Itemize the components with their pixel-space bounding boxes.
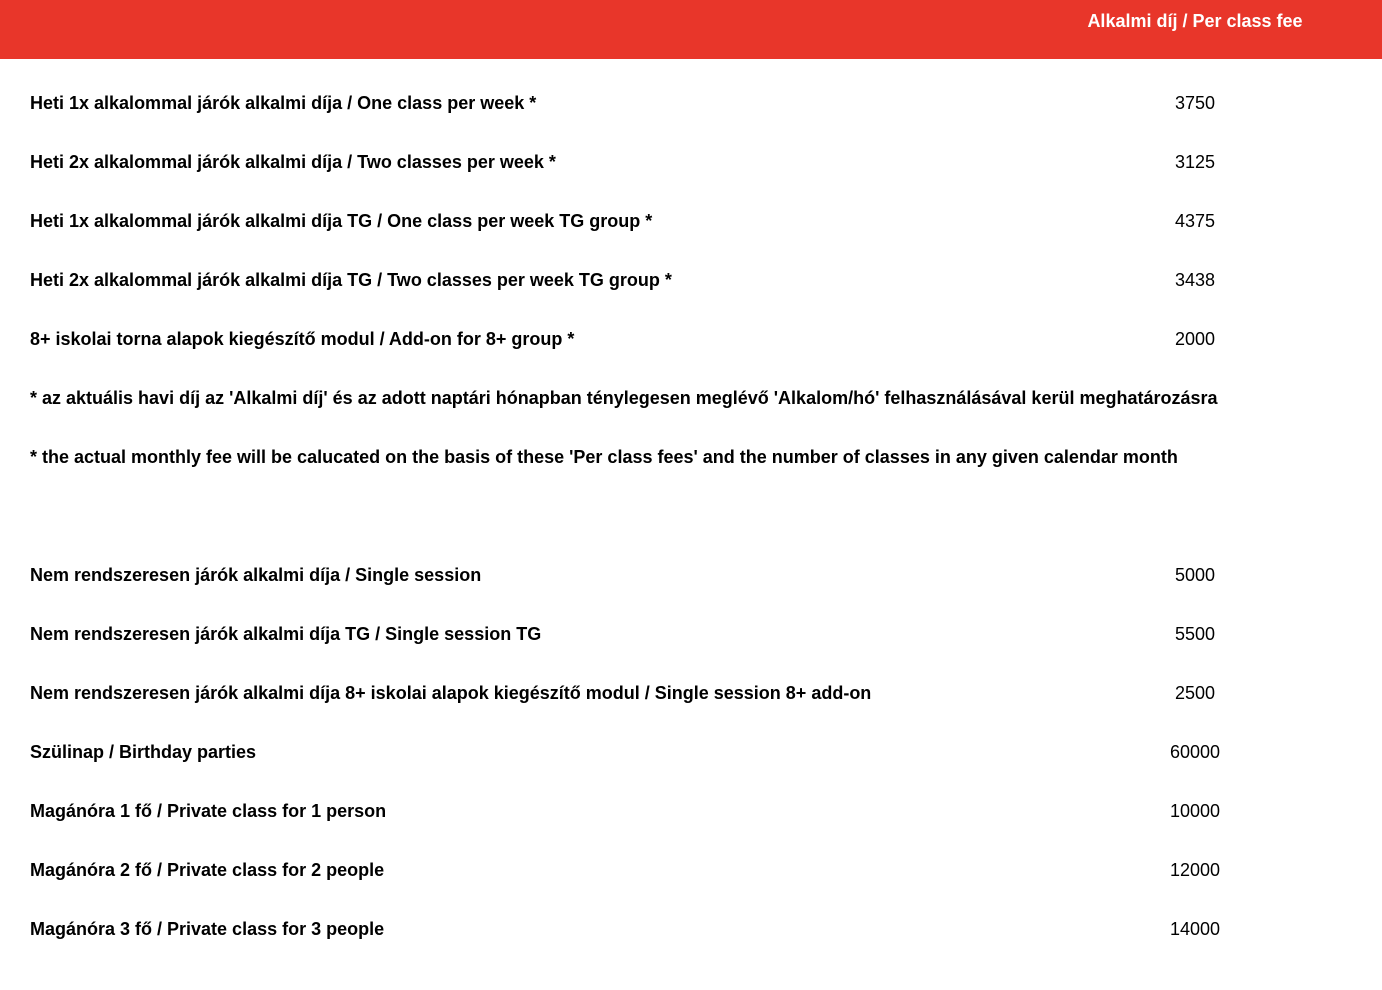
table-row [0,209,1382,233]
fee-label: Magánóra 1 fő / Private class for 1 person [30,801,387,821]
fee-label: Nem rendszeresen járók alkalmi díja / Single session [30,565,482,585]
fee-label: Nem rendszeresen járók alkalmi díja TG / Single session TG [30,624,542,644]
fee-label: Magánóra 2 fő / Private class for 2 people [30,860,385,880]
fee-value: 4375 [1174,211,1216,231]
fee-value: 3125 [1174,152,1216,172]
table-row [0,268,1382,292]
fee-value: 12000 [1169,860,1221,880]
fee-value: 3750 [1174,93,1216,113]
table-row [0,91,1382,115]
table-row [0,740,1382,764]
table-row [0,327,1382,351]
table-row [0,917,1382,941]
note-hungarian: * az aktuális havi díj az 'Alkalmi díj' és az adott naptári hónapban ténylegesen meglévő 'Alkalom/hó' felhasználásával kerül meghatározásra [30,388,1218,408]
fee-label: 8+ iskolai torna alapok kiegészítő modul / Add-on for 8+ group * [30,329,575,349]
fee-value: 14000 [1169,919,1221,939]
fee-label: Heti 2x alkalommal járók alkalmi díja TG / Two classes per week TG group * [30,270,672,290]
fee-value: 10000 [1169,801,1221,821]
fee-value: 60000 [1169,742,1221,762]
table-row [0,622,1382,646]
fee-column-header: Alkalmi díj / Per class fee [1087,11,1303,31]
note-english: * the actual monthly fee will be calucated on the basis of these 'Per class fees' and the number of classes in any given calendar month [30,447,1178,467]
table-row [0,150,1382,174]
fee-value: 5000 [1174,565,1216,585]
table-row [0,799,1382,823]
table-row [0,681,1382,705]
fee-label: Heti 1x alkalommal járók alkalmi díja TG / One class per week TG group * [30,211,653,231]
table-row [0,563,1382,587]
fee-label: Heti 1x alkalommal járók alkalmi díja / One class per week * [30,93,537,113]
fee-label: Magánóra 3 fő / Private class for 3 people [30,919,385,939]
fee-value: 5500 [1174,624,1216,644]
fee-label: Szülinap / Birthday parties [30,742,257,762]
fee-label: Heti 2x alkalommal járók alkalmi díja / Two classes per week * [30,152,556,172]
fee-value: 3438 [1174,270,1216,290]
fee-label: Nem rendszeresen járók alkalmi díja 8+ iskolai alapok kiegészítő modul / Single session 8+ add-on [30,683,872,703]
header-bar [0,0,1382,59]
table-row [0,858,1382,882]
fee-value: 2000 [1174,329,1216,349]
fee-value: 2500 [1174,683,1216,703]
